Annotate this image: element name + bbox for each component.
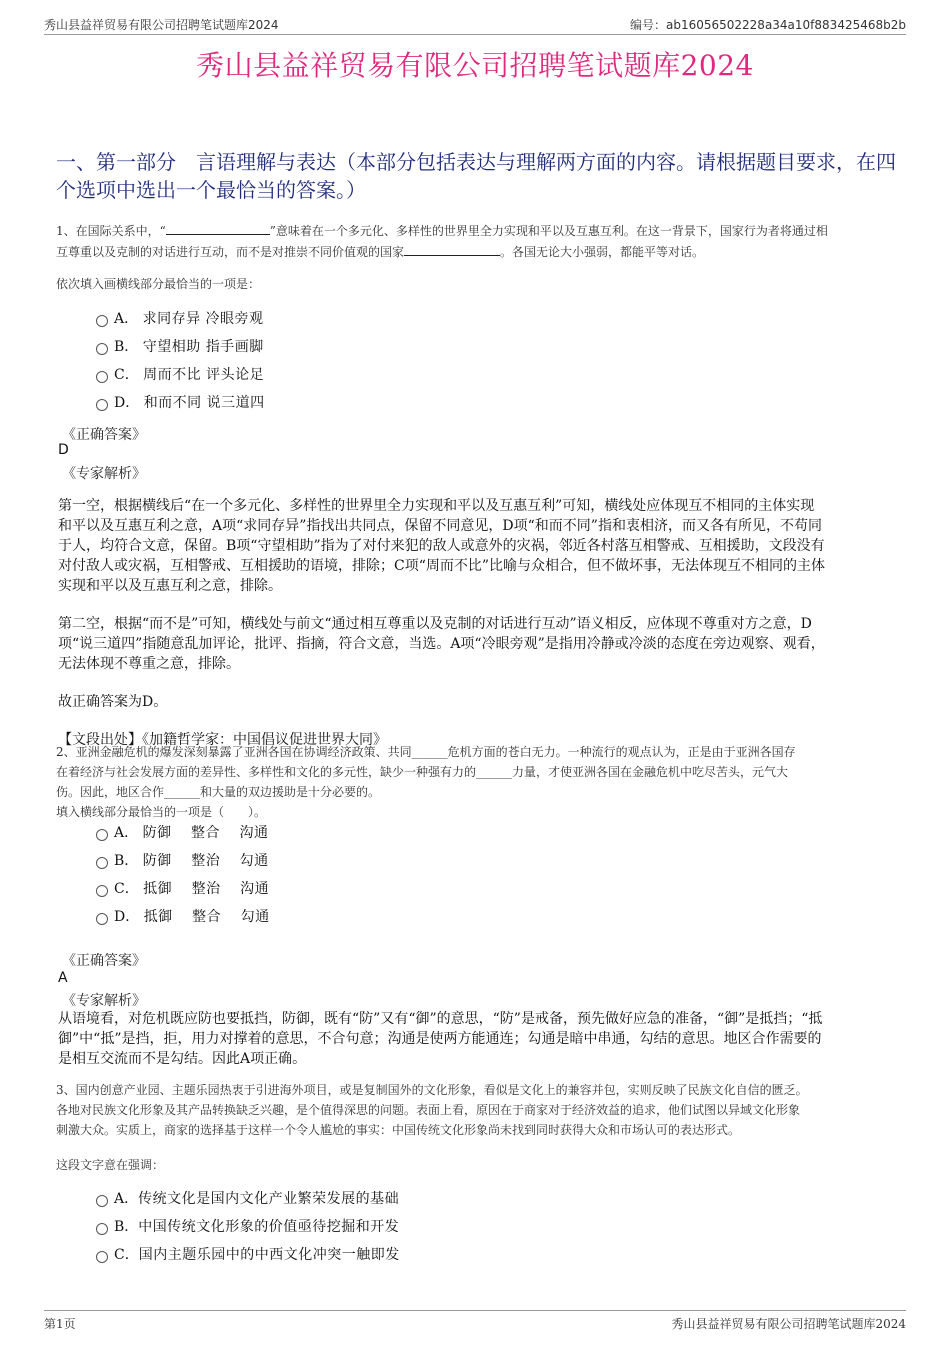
analysis-conclusion: 故正确答案为D。 [58,694,168,710]
analysis-line: 无法体现不尊重之意，排除。 [58,656,240,672]
q1-answer: D [58,442,69,458]
option-text: 周而不比 评头论足 [143,367,265,383]
q3-option-b[interactable] [96,1217,399,1237]
option-text: 中国传统文化形象的价值亟待挖掘和开发 [138,1219,400,1235]
radio-icon[interactable] [96,1223,108,1235]
page-header [44,14,906,35]
analysis-line: 实现和平以及互惠互利之意，排除。 [58,578,282,594]
radio-icon[interactable] [96,829,108,841]
q2-answer-label: 《正确答案》 [62,953,146,969]
q1-stem-part: 互尊重以及克制的对话进行互动，而不是对推崇不同价值观的国家 [56,245,405,259]
q1-blank-1 [166,220,270,235]
question-1-stem [56,220,906,262]
option-letter: B． [114,339,139,355]
radio-icon[interactable] [96,857,108,869]
q1-stem-part: 1、在国际关系中，“ [56,224,166,238]
q3-stem-line: 刺激大众。实质上，商家的选择基于这样一个令人尴尬的事实：中国传统文化形象尚未找到同时获得大众和市场认可的表达形式。 [56,1123,741,1137]
q2-stem-line: 伤。因此，地区合作______和大量的双边援助是十分必要的。 [56,785,381,799]
analysis-line: 是相互交流而不是勾结。因此A项正确。 [58,1051,307,1067]
analysis-source: 【文段出处】《加籍哲学家：中国倡议促进世界大同》 [58,732,387,748]
q2-stem-line: 在着经济与社会发展方面的差异性、多样性和文化的多元性，缺少一种强有力的______力量，才使亚洲各国在金融危机中吃尽苦头，元气大 [56,765,789,779]
section-heading: 一、第一部分 言语理解与表达（本部分包括表达与理解两方面的内容。请根据题目要求，在四个选项中选出一个最恰当的答案。） [56,150,896,202]
option-text: 守望相助 指手画脚 [142,339,264,355]
option-letter: C． [114,367,139,383]
option-text: 和而不同 说三道四 [143,395,265,411]
q3-prompt: 这段文字意在强调： [56,1158,165,1172]
option-letter: A． [114,311,139,327]
q1-option-b[interactable] [96,337,264,357]
option-text: 传统文化是国内文化产业繁荣发展的基础 [138,1191,400,1207]
q3-option-c[interactable] [96,1245,400,1265]
header-title: 秀山县益祥贸易有限公司招聘笔试题库2024 [44,18,279,32]
option-text: 防御 整合 沟通 [142,825,269,841]
option-text: 国内主题乐园中的中西文化冲突一触即发 [138,1247,400,1263]
q1-option-d[interactable] [96,393,265,413]
page-footer [44,1310,906,1333]
q1-stem-part: 。各国无论大小强弱，都能平等对话。 [500,245,705,259]
q3-option-a[interactable] [96,1189,399,1209]
option-letter: D． [114,395,140,411]
analysis-line: 于人，均符合文意，保留。B项“守望相助”指为了对付来犯的敌人或意外的灾祸，邻近各村落互相警戒、互相援助，文段没有 [58,538,825,554]
option-letter: B． [114,853,139,869]
header-serial: 编号：ab16056502228a34a10f883425468b2b [629,18,906,32]
analysis-line: 对付敌人或灾祸，互相警戒、互相援助的语境，排除；C项“周而不比”比喻与众相合，但不做坏事，无法体现互不相同的主体 [58,558,826,574]
option-text: 防御 整治 勾通 [142,853,269,869]
radio-icon[interactable] [96,343,108,355]
q2-analysis [58,1009,898,1069]
radio-icon[interactable] [96,315,108,327]
radio-icon[interactable] [96,399,108,411]
q2-analysis-label: 《专家解析》 [62,993,146,1009]
radio-icon[interactable] [96,371,108,383]
radio-icon[interactable] [96,1195,108,1207]
q2-stem-line: 2、亚洲金融危机的爆发深刻暴露了亚洲各国在协调经济政策、共同______危机方面的苍白无力。一种流行的观点认为，正是由于亚洲各国存 [56,745,796,759]
question-2-stem [56,742,906,822]
q2-option-b[interactable] [96,851,269,871]
q1-stem-part: ”意味着在一个多元化、多样性的世界里全力实现和平以及互惠互利。在这一背景下，国家行为者将通过相 [269,224,828,238]
option-text: 求同存异 冷眼旁观 [142,311,264,327]
q1-option-a[interactable] [96,309,264,329]
option-letter: A． [114,1191,139,1207]
q3-stem-line: 各地对民族文化形象及其产品转换缺乏兴趣，是个值得深思的问题。表面上看，原因在于商家对于经济效益的追求，他们试图以异域文化形象 [56,1103,801,1117]
page-number: 第1页 [44,1317,76,1331]
analysis-line: 从语境看，对危机既应防也要抵挡，防御，既有“防”又有“御”的意思，“防”是戒备，预先做好应急的准备，“御”是抵挡；“抵 [58,1011,823,1027]
q1-analysis-label: 《专家解析》 [62,466,146,482]
q1-answer-label: 《正确答案》 [62,427,146,443]
q2-prompt: 填入横线部分最恰当的一项是（ ）。 [56,805,267,819]
q1-blank-2 [404,241,500,256]
option-text: 抵御 整合 勾通 [143,909,270,925]
question-3-stem [56,1080,906,1140]
option-letter: B． [114,1219,139,1235]
analysis-line: 第二空，根据“而不是”可知，横线处与前文“通过相互尊重以及克制的对话进行互动”语义相反，应体现不尊重对方之意，D [58,616,812,632]
q1-prompt: 依次填入画横线部分最恰当的一项是： [56,277,261,291]
analysis-line: 和平以及互惠互利之意，A项“求同存异”指找出共同点，保留不同意见，D项“和而不同”指和衷相济，而又各有所见，不苟同 [58,518,822,534]
analysis-line: 御”中“抵”是挡，拒，用力对撑着的意思，不合句意；沟通是使两方能通连；勾通是暗中串通，勾结的意思。地区合作需要的 [58,1031,822,1047]
q2-answer: A [58,970,68,986]
q2-option-c[interactable] [96,879,269,899]
q1-option-c[interactable] [96,365,264,385]
q1-analysis [58,496,898,750]
analysis-line: 第一空，根据横线后“在一个多元化、多样性的世界里全力实现和平以及互惠互利”可知，横线处应体现互不相同的主体实现 [58,498,815,514]
q3-stem-line: 3、国内创意产业园、主题乐园热衷于引进海外项目，或是复制国外的文化形象，看似是文化上的兼容并包，实则反映了民族文化自信的匮乏。 [56,1083,808,1097]
option-letter: C． [114,881,139,897]
document-title: 秀山县益祥贸易有限公司招聘笔试题库2024 [196,49,754,82]
option-letter: D． [114,909,140,925]
q2-option-d[interactable] [96,907,270,927]
radio-icon[interactable] [96,1251,108,1263]
option-letter: C． [114,1247,139,1263]
footer-title: 秀山县益祥贸易有限公司招聘笔试题库2024 [671,1317,906,1331]
radio-icon[interactable] [96,885,108,897]
option-text: 抵御 整治 沟通 [143,881,270,897]
analysis-line: 项“说三道四”指随意乱加评论，批评、指摘，符合文意，当选。A项“冷眼旁观”是指用冷静或冷淡的态度在旁边观察、观看， [58,636,825,652]
radio-icon[interactable] [96,913,108,925]
option-letter: A． [114,825,139,841]
q2-option-a[interactable] [96,823,268,843]
